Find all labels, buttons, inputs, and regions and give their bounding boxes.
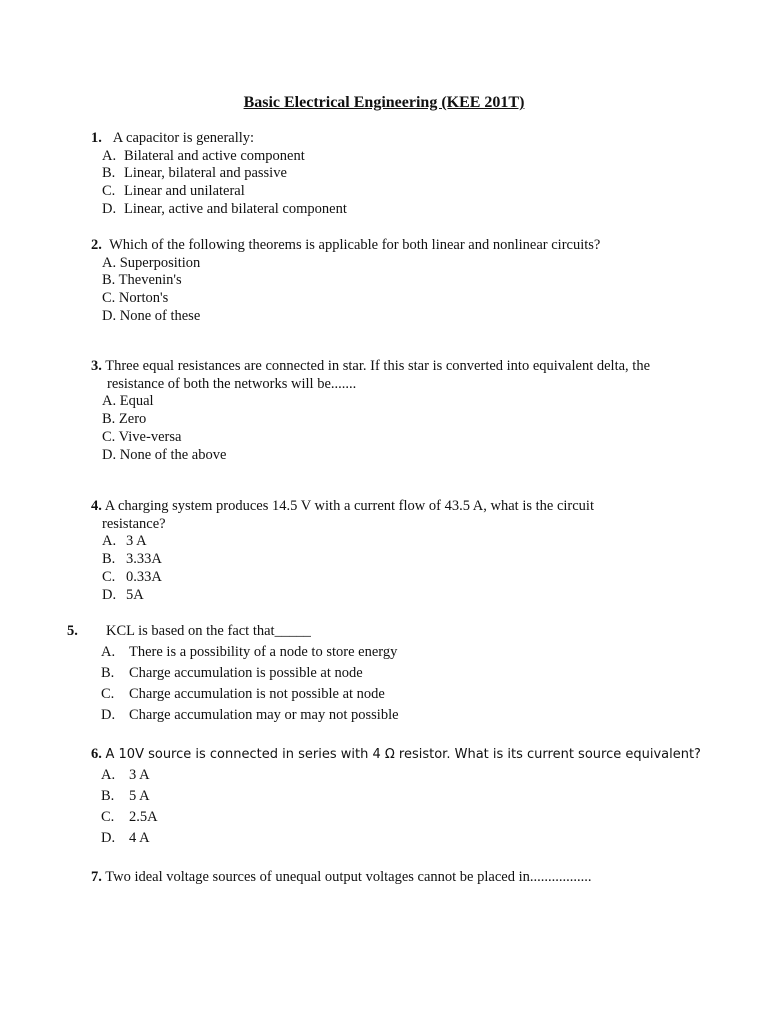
- option-letter: D.: [102, 446, 117, 463]
- option-letter: D.: [102, 200, 117, 217]
- option-text: Linear, active and bilateral component: [124, 200, 347, 217]
- option-text: Linear and unilateral: [124, 183, 245, 200]
- question-number: 3.: [91, 358, 102, 374]
- option-text: None of these: [119, 307, 201, 324]
- option-letter: C.: [101, 686, 115, 702]
- option-text: Charge accumulation is not possible at node: [129, 686, 385, 702]
- option-letter: D.: [101, 830, 116, 846]
- option-letter: A.: [102, 254, 117, 271]
- question-2: [91, 237, 600, 326]
- option-a: [102, 533, 677, 551]
- question-text: Which of the following theorems is applicable for both linear and nonlinear circuits?: [109, 237, 601, 253]
- option-letter: A.: [101, 767, 116, 783]
- option-text: 5A: [126, 586, 144, 603]
- option-letter: C.: [102, 568, 116, 585]
- option-b: [102, 272, 600, 290]
- option-text: Superposition: [119, 254, 201, 271]
- option-d: [101, 828, 701, 849]
- question-7: [91, 869, 591, 887]
- option-letter: B.: [102, 551, 116, 568]
- option-text: 3 A: [126, 533, 147, 550]
- option-c: [102, 290, 600, 308]
- question-text-line2: resistance of both the networks will be.......: [107, 375, 357, 392]
- question-number: 7.: [91, 869, 102, 885]
- option-a: [102, 393, 650, 411]
- question-text-line2: resistance?: [102, 515, 166, 532]
- option-a: [102, 255, 600, 273]
- option-text: Equal: [119, 393, 154, 410]
- question-6: [91, 744, 701, 849]
- option-letter: C.: [102, 290, 116, 307]
- question-number: 4.: [91, 498, 102, 514]
- option-b: [101, 786, 701, 807]
- option-text: 0.33A: [126, 568, 162, 585]
- option-b: [102, 551, 677, 569]
- option-d: [102, 308, 600, 326]
- option-d: [102, 447, 650, 465]
- option-c: [102, 183, 347, 201]
- option-letter: B.: [102, 411, 116, 428]
- option-text: Thevenin's: [118, 272, 182, 289]
- option-text: Linear, bilateral and passive: [124, 165, 287, 182]
- question-text: Two ideal voltage sources of unequal output voltages cannot be placed in.................: [105, 869, 592, 885]
- option-letter: A.: [102, 147, 117, 164]
- question-text: A capacitor is generally:: [112, 130, 255, 146]
- option-text: Charge accumulation is possible at node: [129, 665, 363, 681]
- option-b: [102, 165, 347, 183]
- option-d: [102, 201, 347, 219]
- question-stem: [91, 130, 347, 148]
- question-text-line1: A charging system produces 14.5 V with a current flow of 43.5 A, what is the circuit: [104, 498, 594, 514]
- question-number: 1.: [91, 130, 102, 146]
- option-text: Zero: [118, 411, 147, 428]
- question-stem: [67, 621, 399, 642]
- question-3: [91, 358, 650, 464]
- option-text: 3.33A: [126, 551, 162, 568]
- document-title: Basic Electrical Engineering (KEE 201T): [243, 94, 525, 111]
- option-text: Norton's: [118, 290, 169, 307]
- option-b: [102, 411, 650, 429]
- option-text: Bilateral and active component: [124, 147, 305, 164]
- question-text: A 10V source is connected in series with 4 Ω resistor. What is its current source equivalent?: [105, 747, 701, 762]
- option-text: 4 A: [129, 830, 150, 846]
- question-text: KCL is based on the fact that_____: [106, 623, 311, 639]
- option-c: [101, 807, 701, 828]
- option-d: [101, 705, 399, 726]
- option-c: [102, 429, 650, 447]
- question-stem: [91, 744, 701, 765]
- option-letter: A.: [101, 644, 116, 660]
- question-number: 6.: [91, 746, 102, 762]
- option-text: None of the above: [119, 446, 227, 463]
- option-letter: A.: [102, 533, 117, 550]
- option-letter: B.: [102, 165, 116, 182]
- option-text: 3 A: [129, 767, 150, 783]
- option-text: Vive-versa: [118, 428, 182, 445]
- question-stem: [91, 358, 650, 376]
- question-stem: [91, 869, 591, 887]
- option-letter: C.: [102, 428, 116, 445]
- option-letter: D.: [102, 307, 117, 324]
- option-letter: B.: [101, 788, 115, 804]
- option-text: Charge accumulation may or may not possible: [129, 707, 399, 723]
- option-a: [101, 765, 701, 786]
- question-4: [91, 498, 677, 604]
- question-number: 2.: [91, 237, 102, 253]
- option-a: [101, 642, 399, 663]
- option-letter: B.: [101, 665, 115, 681]
- option-text: 2.5A: [129, 809, 158, 825]
- option-text: There is a possibility of a node to store energy: [129, 644, 398, 660]
- option-c: [101, 684, 399, 705]
- option-letter: C.: [101, 809, 115, 825]
- question-1: [91, 130, 347, 219]
- option-letter: A.: [102, 393, 117, 410]
- option-letter: B.: [102, 272, 116, 289]
- question-number: 5.: [67, 623, 78, 639]
- option-b: [101, 663, 399, 684]
- option-c: [102, 569, 677, 587]
- option-d: [102, 587, 677, 605]
- question-stem: [91, 237, 600, 255]
- question-text-line1: Three equal resistances are connected in star. If this star is converted into equivalent delta, the: [105, 358, 650, 374]
- question-stem: [91, 498, 677, 516]
- option-letter: C.: [102, 183, 116, 200]
- option-letter: D.: [101, 707, 116, 723]
- option-letter: D.: [102, 586, 117, 603]
- question-5: [67, 621, 399, 726]
- option-text: 5 A: [129, 788, 150, 804]
- option-a: [102, 148, 347, 166]
